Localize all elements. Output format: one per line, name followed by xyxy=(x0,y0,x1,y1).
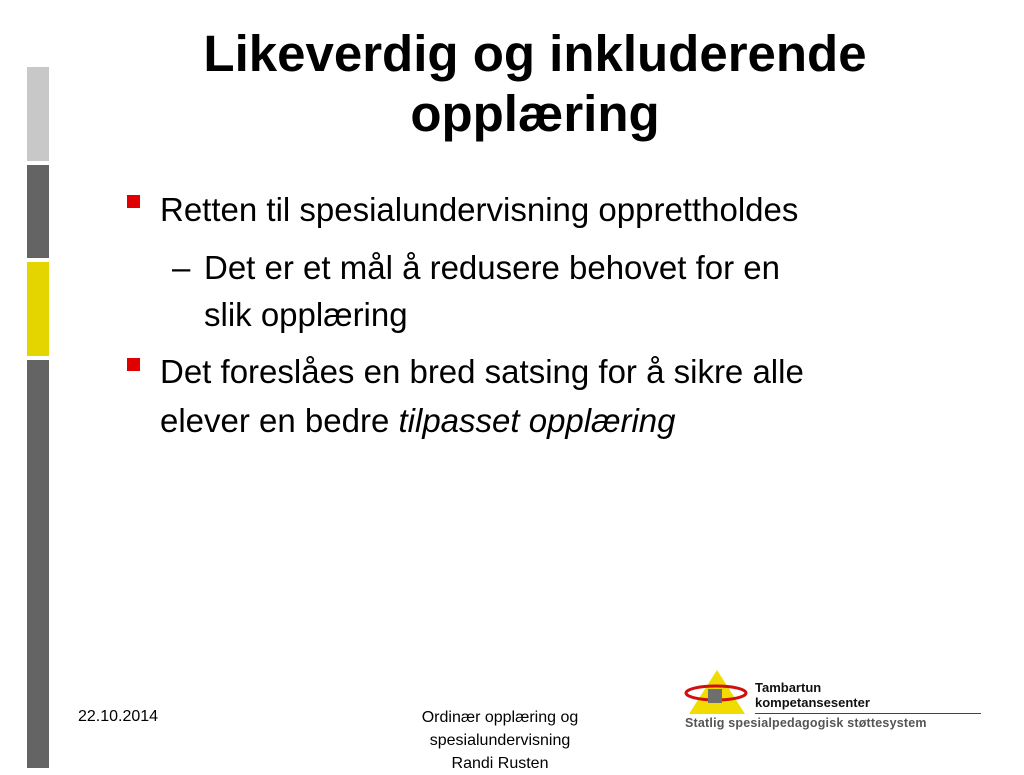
logo-divider xyxy=(755,713,981,714)
bullet-2-plain-text: elever en bedre xyxy=(160,402,399,439)
bullet-square-icon xyxy=(127,195,140,208)
footer-center-line-1: Ordinær opplæring og xyxy=(421,709,579,726)
sidebar-segment-dark xyxy=(27,165,49,258)
sub-bullet-1-line-2: slik opplæring xyxy=(204,296,408,333)
sidebar-segment-yellow xyxy=(27,262,49,356)
logo-name-line-2: kompetansesenter xyxy=(755,695,870,710)
tambartun-logo xyxy=(683,668,983,738)
slide-title-line-2: opplæring xyxy=(410,85,660,142)
sidebar-segment-dark-bottom xyxy=(27,360,49,768)
bullet-square-icon xyxy=(127,358,140,371)
bullet-2-line-2 xyxy=(160,401,676,441)
logo-emblem-icon xyxy=(683,668,753,718)
bullet-2-italic-text: tilpasset opplæring xyxy=(398,402,676,439)
bullet-2-line-1: Det foreslåes en bred satsing for å sikre alle xyxy=(160,353,804,390)
slide-title-line-1: Likeverdig og inkluderende xyxy=(203,25,867,82)
logo-name-line-1: Tambartun xyxy=(755,680,822,695)
sub-bullet-1-line-1: Det er et mål å redusere behovet for en xyxy=(204,249,780,286)
slide-title xyxy=(90,24,980,144)
sub-bullet-dash: – xyxy=(172,249,191,286)
sidebar-stripe xyxy=(27,67,49,768)
footer-center-text xyxy=(390,706,610,775)
footer-date: 22.10.2014 xyxy=(78,708,159,725)
footer-center-line-3: Randi Rusten xyxy=(451,755,549,772)
logo-name xyxy=(755,680,870,710)
logo-tagline: Statlig spesialpedagogisk støttesystem xyxy=(685,716,927,730)
sidebar-segment-light xyxy=(27,67,49,161)
bullet-1-text: Retten til spesialundervisning opprettholdes xyxy=(160,191,799,228)
footer-center-line-2: spesialundervisning xyxy=(429,732,571,749)
